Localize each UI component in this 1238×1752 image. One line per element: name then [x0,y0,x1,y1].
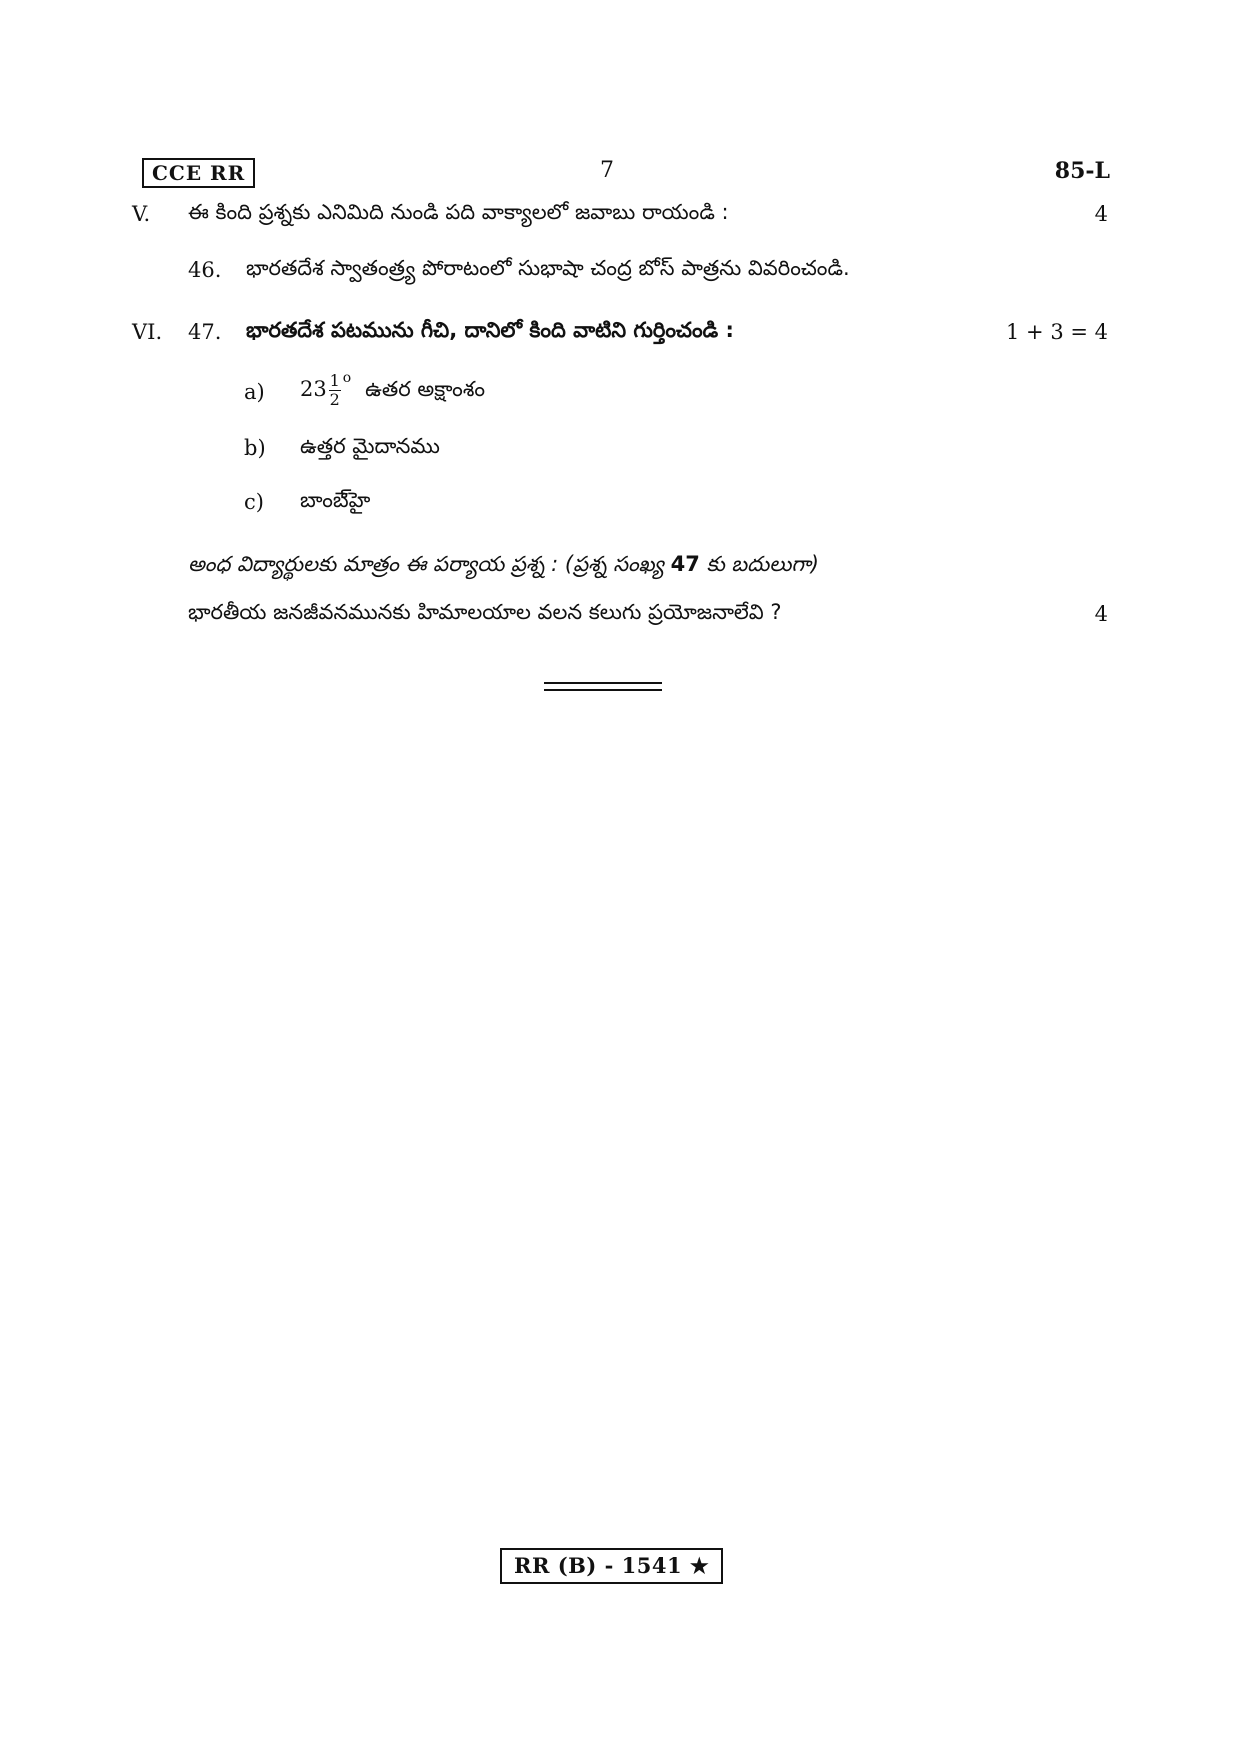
section-vi-number: VI. [132,320,163,344]
question-46-number: 46. [188,258,222,282]
question-47-text: భారతదేశ పటమును గీచి, దానిలో కింది వాటిని గుర్తించండి : [246,318,734,342]
end-divider-top [544,682,662,684]
item-a-frac-num: 1 [329,371,340,390]
alternative-heading-end: కు బదులుగా) [699,552,819,576]
question-46-text: భారతదేశ స్వాతంత్ర్య పోరాటంలో సుభాషా చంద్ర బోస్ పాత్రను వివరించండి. [246,256,850,280]
item-c-label: c) [244,490,264,514]
alternative-marks: 4 [1094,602,1108,626]
alternative-heading-number: 47 [670,552,700,576]
end-divider-bottom [544,689,662,691]
item-b-text: ఉత్తర మైదానము [300,434,440,458]
item-a-content [300,370,485,408]
alternative-heading [188,552,819,582]
item-a-prefix: 23 [300,377,327,401]
alternative-question-text: భారతీయ జనజీవనమునకు హిమాలయాల వలన కలుగు ప్రయోజనాలేవి ? [188,600,782,624]
item-a-text: ఉతర అక్షాంశం [365,377,486,401]
item-a-frac-den: 2 [329,390,340,409]
question-47-number: 47. [188,320,222,344]
question-47-marks: 1 + 3 = 4 [1006,320,1108,344]
item-b-label: b) [244,436,266,460]
alternative-heading-start: అంధ విద్యార్థులకు మాత్రం ఈ పర్యాయ ప్రశ్న : (ప్రశ్న సంఖ్య [188,552,671,576]
item-a-label: a) [244,380,265,404]
page-number: 7 [600,158,614,183]
item-c-text: బాంబె్హై [300,488,371,512]
section-v-number: V. [132,202,151,226]
section-v-instruction: ఈ కింది ప్రశ్నకు ఎనిమిది నుండి పది వాక్యాలలో జవాబు రాయండి : [188,200,729,224]
paper-series-box: CCE RR [142,158,255,188]
item-a-degree: o [342,370,352,386]
paper-code: 85-L [1054,158,1110,184]
footer-code-box: RR (B) - 1541 ★ [500,1548,723,1584]
section-v-marks: 4 [1094,202,1108,226]
item-a-fraction [329,373,341,408]
